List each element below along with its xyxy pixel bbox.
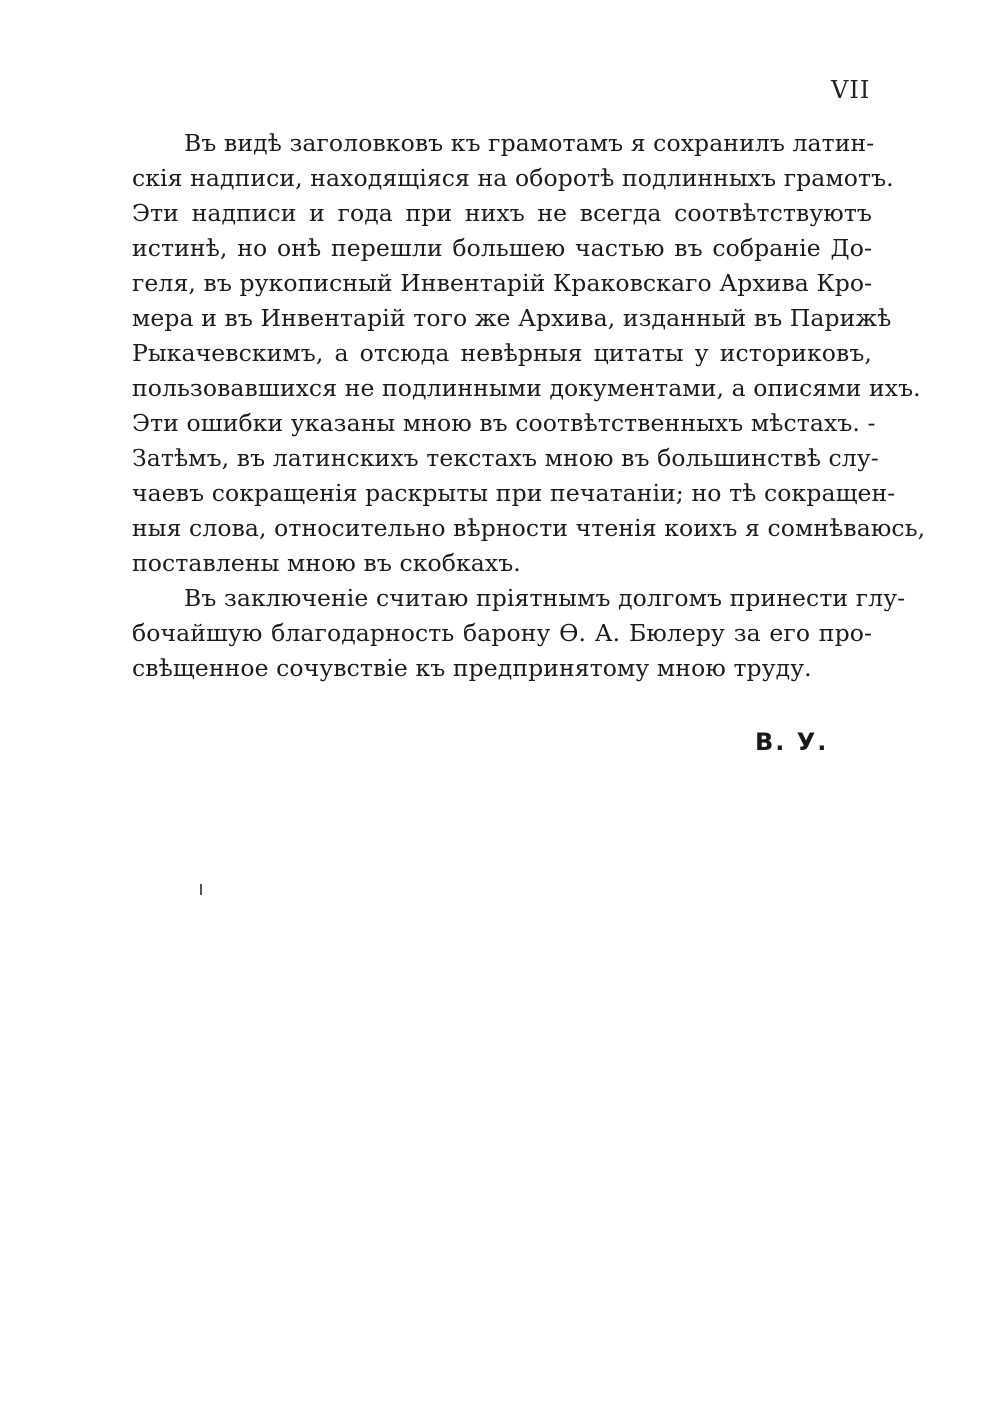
scan-speck [200,884,202,895]
text-line: скія надписи, находящіяся на оборотѣ подлинныхъ грамотъ. [132,164,894,192]
preface-text [132,126,926,686]
text-line: пользовавшихся не подлинными документами, а описями ихъ. [132,374,921,402]
text-line: Эти надписи и года при нихъ не всегда соотвѣтствуютъ [132,199,872,227]
text-line: геля, въ рукописный Инвентарій Краковскаго Архива Кро- [132,269,873,297]
text-line: свѣщенное сочувствіе къ предпринятому мною труду. [132,654,812,682]
text-line: мера и въ Инвентарій того же Архива, изданный въ Парижѣ [132,304,892,332]
page-number: VII [831,76,871,104]
text-line: ныя слова, относительно вѣрности чтенія коихъ я сомнѣваюсь, [132,514,926,542]
paragraph-1 [132,126,926,581]
text-line: Затѣмъ, въ латинскихъ текстахъ мною въ большинствѣ слу- [132,444,879,472]
text-line: бочайшую благодарность барону Ѳ. А. Бюлеру за его про- [132,619,872,647]
text-line: поставлены мною въ скобкахъ. [132,549,521,577]
text-line: истинѣ, но онѣ перешли большею частью въ собраніе До- [132,234,872,262]
text-line: Въ заключеніе считаю пріятнымъ долгомъ принести глу- [184,584,906,612]
text-line: Въ видѣ заголовковъ къ грамотамъ я сохранилъ латин- [184,129,875,157]
paragraph-2 [132,581,906,686]
author-signature: В. У. [755,728,829,756]
text-line: Рыкачевскимъ, а отсюда невѣрныя цитаты у историковъ, [132,339,872,367]
text-line: чаевъ сокращенія раскрыты при печатаніи; но тѣ сокращен- [132,479,896,507]
text-line: Эти ошибки указаны мною въ соотвѣтственныхъ мѣстахъ. - [132,409,876,437]
